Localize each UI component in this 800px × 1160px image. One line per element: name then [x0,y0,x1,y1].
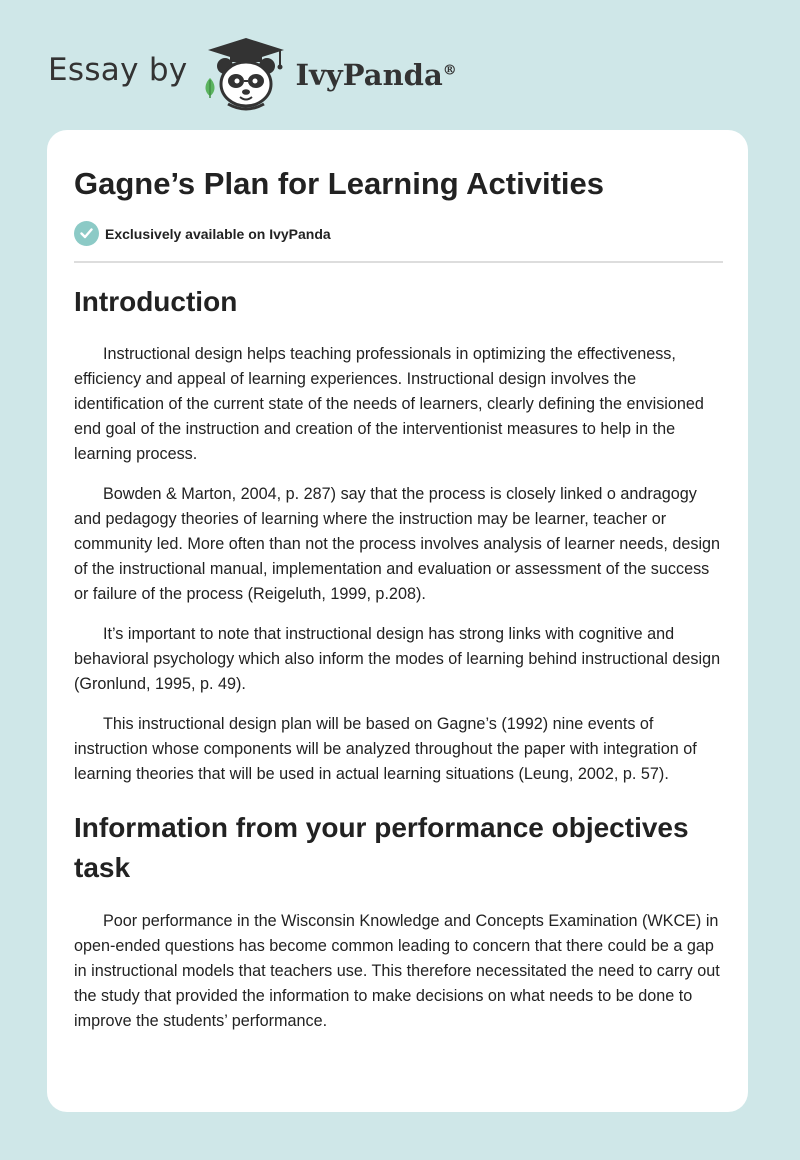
paragraph: Bowden & Marton, 2004, p. 287) say that the process is closely linked o andragogy and pedagogy theories of learning where the instruction may be learner, teacher or community led. More often than not the process involves analysis of learner needs, design of the instructional manual, implementation and evaluation or assessment of the success or failure of the process (Reigeluth, 1999, p.208). [74,485,721,603]
panda-logo-icon[interactable] [200,36,292,112]
site-header [48,34,457,114]
paragraph: This instructional design plan will be based on Gagne’s (1992) nine events of instruction whose components will be analyzed throughout the paper with integration of learning theories that will be used in actual learning situations (Leung, 2002, p. 57). [74,715,697,783]
section-heading-introduction: Introduction [74,286,238,317]
page-title: Gagne’s Plan for Learning Activities [74,166,604,201]
paragraph: Poor performance in the Wisconsin Knowledge and Concepts Examination (WKCE) in open-ended questions has become common leading to concern that there could be a gap in instructional models that teachers use. This therefore necessitated the need to carry out the study that provided the information to make decisions on what needs to be done to improve the students’ performance. [74,912,720,1030]
paragraph: Instructional design helps teaching professionals in optimizing the effectiveness, efficiency and appeal of learning experiences. Instructional design involves the identification of the current state of the needs of learners, clearly defining the envisioned end goal of the instruction and creation of the interventionist measures to help in the learning process. [74,345,704,463]
brand-name[interactable] [296,58,457,92]
article-card [47,130,748,1112]
divider [74,261,723,263]
article-body [74,282,724,1049]
registered-mark: ® [442,62,457,79]
paragraph: It’s important to note that instructional design has strong links with cognitive and behavioral psychology which also inform the modes of learning behind instructional design (Gronlund, 1995, p. 49). [74,625,721,693]
essay-by-label: Essay by [48,52,188,88]
section-heading-performance-objectives: Information from your performance objectives task [74,812,689,883]
check-circle-icon [74,221,99,246]
brand-text: IvyPanda [295,58,443,92]
exclusive-badge [74,221,331,246]
badge-label: Exclusively available on IvyPanda [105,225,331,242]
